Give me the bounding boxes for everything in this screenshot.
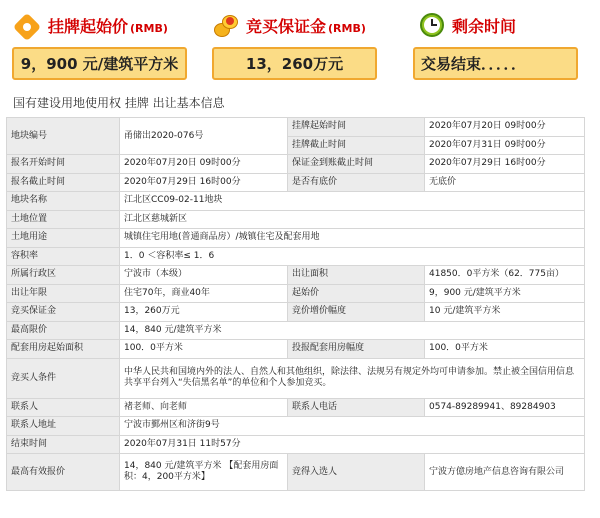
plot-name-key: 地块名称 [7, 192, 120, 211]
table-row [7, 454, 585, 491]
housing-increment-key: 投报配套用房幅度 [288, 340, 425, 359]
coins-icon [212, 11, 240, 39]
term-value: 住宅70年，商业40年 [120, 284, 288, 303]
table-row [7, 417, 585, 436]
table-row [7, 284, 585, 303]
table-row [7, 398, 585, 417]
max-price-key: 最高限价 [7, 321, 120, 340]
final-price-value: 14，840 元/建筑平方米 【配套用房面积：4，200平方米】 [120, 454, 288, 491]
table-row [7, 321, 585, 340]
table-row [7, 155, 585, 174]
housing-start-key: 配套用房起始面积 [7, 340, 120, 359]
reserve-key: 是否有底价 [288, 173, 425, 192]
plot-no-value: 甬储出2020-076号 [120, 118, 288, 155]
table-row [7, 118, 585, 137]
land-use-value: 城镇住宅用地(普通商品房）/城镇住宅及配套用地 [120, 229, 585, 248]
address-value: 宁波市鄞州区和济街9号 [120, 417, 585, 436]
section-title: 国有建设用地使用权 挂牌 出让基本信息 [13, 96, 225, 110]
table-row [7, 303, 585, 322]
far-key: 容积率 [7, 247, 120, 266]
phone-key: 联系人电话 [288, 398, 425, 417]
clock-icon [418, 11, 446, 39]
list-end-value: 2020年07月31日 09时00分 [425, 136, 585, 155]
remaining-header [418, 10, 516, 40]
bid-deposit-value: 13，260万元 [120, 303, 288, 322]
contact-key: 联系人 [7, 398, 120, 417]
start-price-header [14, 10, 168, 40]
district-key: 所属行政区 [7, 266, 120, 285]
price-tag-icon [14, 11, 42, 39]
start-price-key: 起始价 [288, 284, 425, 303]
apply-end-value: 2020年07月29日 16时00分 [120, 173, 288, 192]
location-value: 江北区慈城新区 [120, 210, 585, 229]
housing-increment-value: 100．0平方米 [425, 340, 585, 359]
address-key: 联系人地址 [7, 417, 120, 436]
deposit-header [212, 10, 366, 40]
housing-start-value: 100．0平方米 [120, 340, 288, 359]
table-row [7, 247, 585, 266]
bid-deposit-key: 竞买保证金 [7, 303, 120, 322]
remaining-box: 交易结束．．．．． [413, 47, 578, 80]
plot-name-value: 江北区CC09-02-11地块 [120, 192, 585, 211]
far-value: 1．0 ＜容积率≤ 1．6 [120, 247, 585, 266]
deposit-label: 竞买保证金 (RMB) [246, 16, 366, 36]
winner-key: 竞得入选人 [288, 454, 425, 491]
district-value: 宁波市（本级） [120, 266, 288, 285]
deposit-deadline-key: 保证金到账截止时间 [288, 155, 425, 174]
table-row [7, 173, 585, 192]
area-value: 41850．0平方米（62．775亩） [425, 266, 585, 285]
phone-value: 0574-89289941、89284903 [425, 398, 585, 417]
table-row [7, 435, 585, 454]
land-use-key: 土地用途 [7, 229, 120, 248]
table-row [7, 192, 585, 211]
term-key: 出让年限 [7, 284, 120, 303]
table-row [7, 210, 585, 229]
increment-value: 10 元/建筑平方米 [425, 303, 585, 322]
bidder-condition-value: 中华人民共和国境内外的法人、自然人和其他组织，除法律、法规另有规定外均可申请参加。禁止被全国信用信息共享平台列入“失信黑名单”的单位和个人参加竞买。 [120, 358, 585, 398]
summary-header [0, 0, 600, 88]
end-time-key: 结束时间 [7, 435, 120, 454]
table-row [7, 266, 585, 285]
list-end-key: 挂牌截止时间 [288, 136, 425, 155]
apply-start-key: 报名开始时间 [7, 155, 120, 174]
start-price-box: 9，900 元/建筑平方米 [12, 47, 187, 80]
bidder-condition-key: 竞买人条件 [7, 358, 120, 398]
table-row [7, 340, 585, 359]
end-time-value: 2020年07月31日 11时57分 [120, 435, 585, 454]
deposit-deadline-value: 2020年07月29日 16时00分 [425, 155, 585, 174]
deposit-box: 13，260万元 [212, 47, 377, 80]
final-price-key: 最高有效报价 [7, 454, 120, 491]
apply-end-key: 报名截止时间 [7, 173, 120, 192]
reserve-value: 无底价 [425, 173, 585, 192]
table-row [7, 358, 585, 398]
list-start-key: 挂牌起始时间 [288, 118, 425, 137]
start-price-value: 9，900 元/建筑平方米 [425, 284, 585, 303]
start-price-label: 挂牌起始价 (RMB) [48, 16, 168, 36]
land-info-table [6, 117, 585, 491]
area-key: 出让面积 [288, 266, 425, 285]
winner-value: 宁波方億房地产信息咨询有限公司 [425, 454, 585, 491]
list-start-value: 2020年07月20日 09时00分 [425, 118, 585, 137]
location-key: 土地位置 [7, 210, 120, 229]
contact-value: 褚老师、向老师 [120, 398, 288, 417]
increment-key: 竞价增价幅度 [288, 303, 425, 322]
max-price-value: 14，840 元/建筑平方米 [120, 321, 585, 340]
remaining-label: 剩余时间 [452, 16, 517, 36]
plot-no-key: 地块编号 [7, 118, 120, 155]
table-row [7, 229, 585, 248]
apply-start-value: 2020年07月20日 09时00分 [120, 155, 288, 174]
